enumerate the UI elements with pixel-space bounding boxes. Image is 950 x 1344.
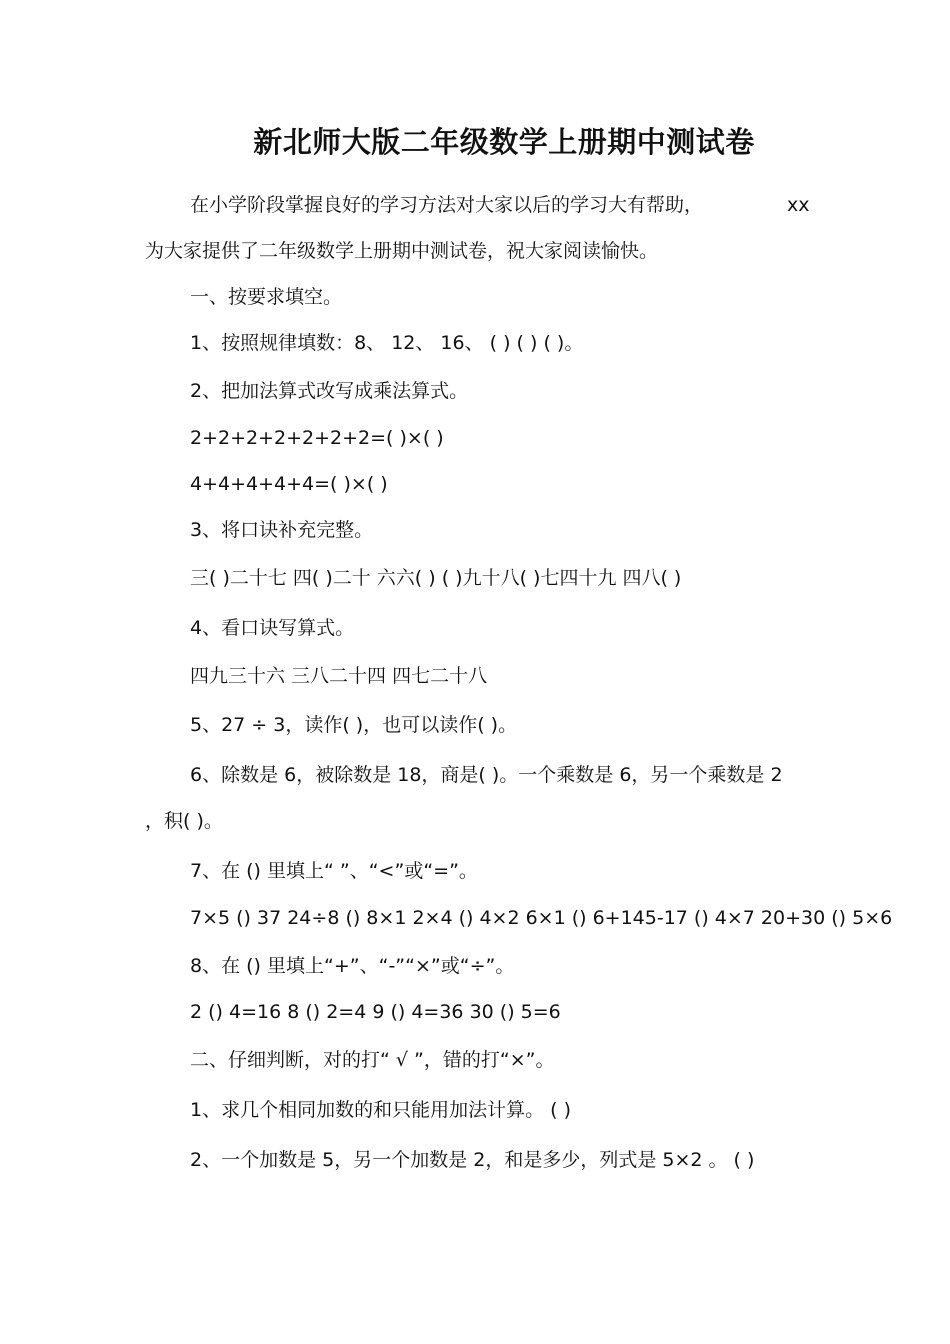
section-heading-fill-blanks: 一、按要求填空。 <box>190 286 343 308</box>
intro-line-1: 在小学阶段掌握良好的学习方法对大家以后的学习大有帮助， <box>190 194 704 216</box>
question-8: 8、在 () 里填上“+”、“-”“×”或“÷”。 <box>190 955 515 977</box>
question-4: 4、看口诀写算式。 <box>190 617 355 639</box>
judgment-2: 2、一个加数是 5，另一个加数是 2，和是多少，列式是 5×2 。 ( ) <box>190 1149 755 1171</box>
question-4-a: 四九三十六 三八二十四 四七二十八 <box>190 665 488 687</box>
intro-line-2: 为大家提供了二年级数学上册期中测试卷，祝大家阅读愉快。 <box>145 240 659 262</box>
question-1: 1、按照规律填数：8、 12、 16、 ( ) ( ) ( )。 <box>190 332 584 354</box>
question-2: 2、把加法算式改写成乘法算式。 <box>190 380 469 402</box>
question-3-a: 三( )二十七 四( )二十 六六( ) ( )九十八( )七四十九 四八( ) <box>190 567 682 589</box>
question-6-line-1: 6、除数是 6，被除数是 18，商是( )。一个乘数是 6，另一个乘数是 2 <box>190 764 783 786</box>
question-8-a: 2 () 4=16 8 () 2=4 9 () 4=36 30 () 5=6 <box>190 1001 561 1023</box>
question-2-b: 4+4+4+4+4=( )×( ) <box>190 473 388 495</box>
question-3: 3、将口诀补充完整。 <box>190 519 374 541</box>
question-6-line-2: ，积( )。 <box>145 810 223 832</box>
question-5: 5、27 ÷ 3，读作( )，也可以读作( )。 <box>190 714 518 736</box>
page-title: 新北师大版二年级数学上册期中测试卷 <box>253 125 755 159</box>
intro-line-1-tail: xx <box>787 194 810 216</box>
judgment-1: 1、求几个相同加数的和只能用加法计算。 ( ) <box>190 1099 571 1121</box>
question-2-a: 2+2+2+2+2+2+2=( )×( ) <box>190 427 444 449</box>
question-7: 7、在 () 里填上“ ”、“<”或“=”。 <box>190 860 478 882</box>
question-7-a: 7×5 () 37 24÷8 () 8×1 2×4 () 4×2 6×1 () 6+145-17 () 4×7 20+30 () 5×6 <box>190 907 893 929</box>
section-heading-judgment: 二、仔细判断，对的打“ √ ”，错的打“×”。 <box>190 1049 555 1071</box>
